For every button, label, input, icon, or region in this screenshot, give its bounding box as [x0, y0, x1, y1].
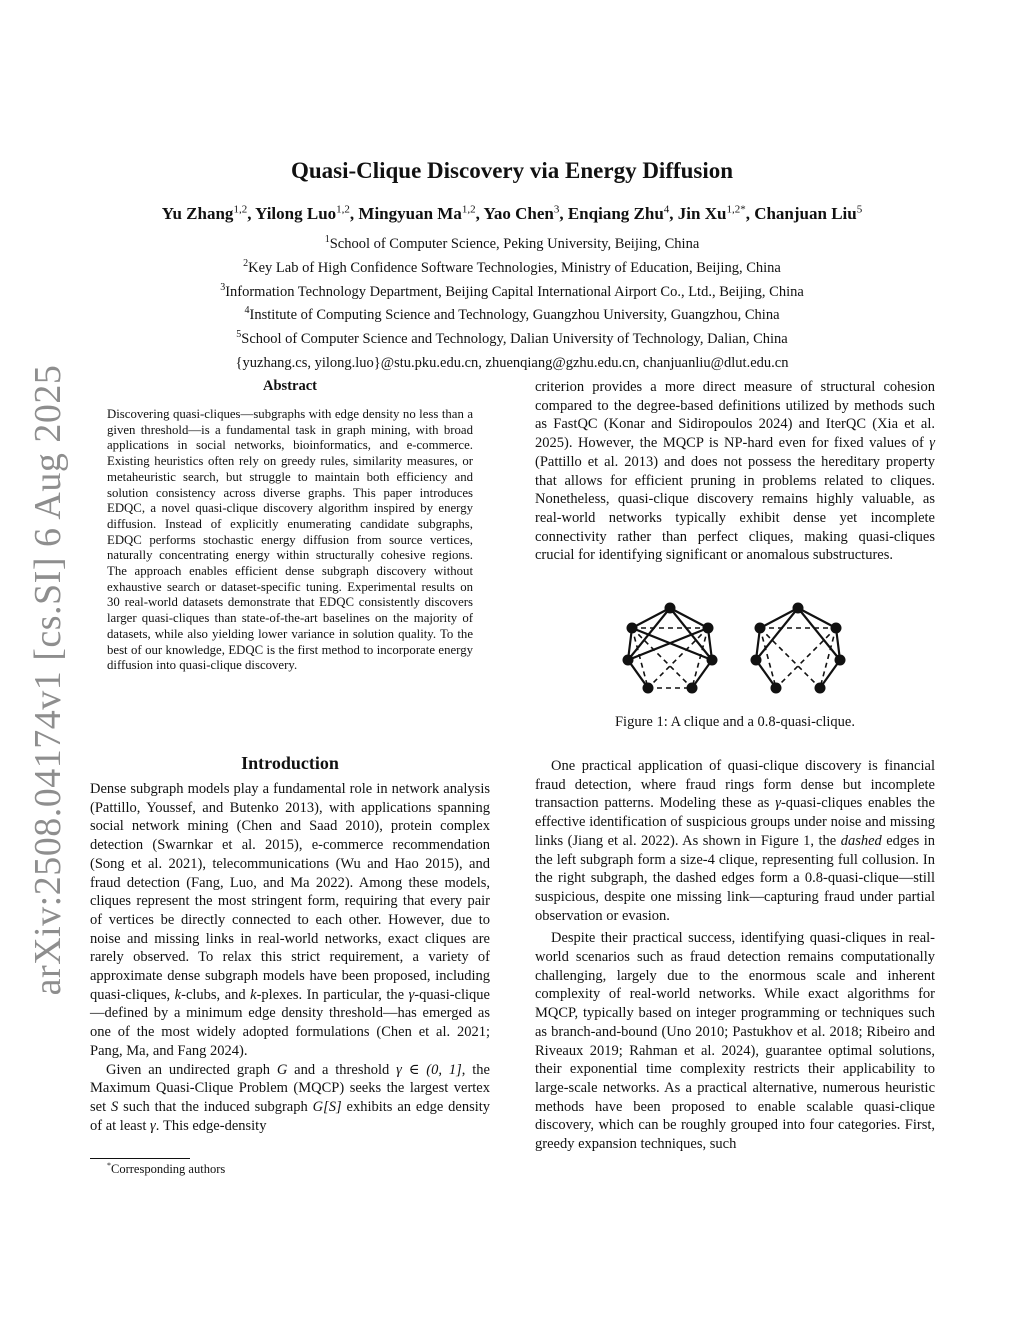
- author: Yu Zhang$^{1,2}$,: [161, 203, 256, 223]
- author-list: [60, 203, 964, 224]
- paper-title: Quasi-Clique Discovery via Energy Diffusion: [290, 158, 734, 183]
- arxiv-identifier: arXiv:2508.04174v1 [cs.SI] 6 Aug 2025: [27, 364, 69, 996]
- clique-graph: [628, 608, 712, 688]
- author: Yao Chen$^3$,: [483, 203, 568, 223]
- abstract-heading: Abstract: [263, 378, 317, 394]
- footnote-divider: [90, 1158, 190, 1159]
- abstract-text: Discovering quasi-cliques—subgraphs with edge density no less than a given threshold—is a fundamental task in graph mining, with broad applications in social networks, bioinformatics, and e-commerce. Existing heuristics often rely on greedy rules, similarity measures, or metaheuristic search, but struggle to maintain both efficiency and solution consistency across diverse graphs. This paper introduces EDQC, a novel quasi-clique discovery algorithm inspired by energy diffusion. Instead of explicitly enumerating candidate subgraphs, EDQC performs stochastic energy diffusion from source vertices, naturally concentrating energy within structurally cohesive regions. The approach enables efficient dense subgraph discovery without exhaustive search or dataset-specific tuning. Experimental results on 30 real-world datasets demonstrate that EDQC consistently discovers larger quasi-cliques than state-of-the-art baselines on the majority of datasets, while also yielding lower variance in solution quality. To the best of our knowledge, EDQC is the first method to incorporate energy diffusion into quasi-clique discovery.: [107, 407, 473, 673]
- author-emails: {yuzhang.cs, yilong.luo}@stu.pku.edu.cn, zhuenqiang@gzhu.edu.cn, chanjuanliu@dlut.edu.cn: [235, 354, 789, 371]
- affiliation: $^1$School of Computer Science, Peking University, Beijing, China: [324, 234, 700, 252]
- affiliation: $^4$Institute of Computing Science and Technology, Guangzhou University, Guangzhou, China: [244, 305, 780, 324]
- quasi-clique-graph: [751, 603, 846, 694]
- figure-1-graphs: [620, 600, 940, 705]
- affiliation: $^2$Key Lab of High Confidence Software Technologies, Ministry of Education, Beijing, China: [243, 257, 781, 276]
- paragraph: Despite their practical success, identifying quasi-cliques in real-world scenarios such as fraud detection remains computationally challenging, largely due to the enormous scale and inherent complexity of real-world networks. While exact algorithms for MQCP, typically based on integer programming or techniques such as branch-and-bound (Uno 2010; Pastukhov et al. 2018; Ribeiro and Riveaux 2019; Rahman et al. 2024), guarantee optimal solutions, their exponential time complexity restricts their applicability to large-scale networks. As a practical alternative, numerous heuristic methods have been proposed to enable scalable quasi-clique discovery, which can be roughly grouped into four categories. First, greedy expansion techniques, such: [535, 930, 935, 1153]
- affiliation: $^3$Information Technology Department, Beijing Capital International Airport Co., Ltd., Beijing, China: [220, 281, 804, 300]
- figure-1-caption: Figure 1: A clique and a 0.8-quasi-clique.: [614, 714, 855, 730]
- affiliation: $^5$School of Computer Science and Technology, Dalian University of Technology, Dalian, China: [236, 329, 788, 348]
- author: Enqiang Zhu$^4$,: [567, 203, 678, 223]
- introduction-heading: Introduction: [241, 753, 339, 773]
- left-column-body: [90, 780, 490, 1135]
- paragraph: Dense subgraph models play a fundamental role in network analysis (Pattillo, Youssef, and Butenko 2013), with applications spanning social network mining (Chen and Saad 2010), protein complex detection (Swarnkar et al. 2015), e-commerce recommendation (Song et al. 2021), telecommunications (Wu and Hao 2015), and fraud detection (Fang, Luo, and Ma 2022). Among these models, cliques represent the most stringent form, requiring that every pair of vertices be directly connected to each other. However, due to noise and missing links in real-world networks, exact cliques are rarely observed. To relax this strict requirement, a variety of approximate dense subgraph models have been proposed, including quasi-cliques, k-clubs, and k-plexes. In particular, the γ-quasi-clique—defined by a minimum edge density threshold—has emerged as one of the most widely adopted formulations (Chen et al. 2021; Pang, Ma, and Fang 2024).: [90, 781, 490, 1059]
- author: Chanjuan Liu$^5$: [754, 203, 863, 223]
- footnote: *Corresponding authors: [107, 1161, 226, 1177]
- author: Mingyuan Ma$^{1,2}$,: [358, 203, 484, 223]
- right-column-top: [535, 378, 935, 565]
- paragraph: One practical application of quasi-clique discovery is financial fraud detection, where fraud rings form dense but incomplete transaction patterns. Modeling these as γ-quasi-cliques enables the effective identification of suspicious groups under noise and missing links (Jiang et al. 2022). As shown in Figure 1, the dashed edges in the left subgraph form a size-4 clique, representing full collusion. In the right subgraph, the dashed edges form a 0.8-quasi-clique—still suspicious, despite one missing link—capturing fraud under partial observation or evasion.: [535, 758, 936, 924]
- author: Yilong Luo$^{1,2}$,: [255, 203, 359, 223]
- right-column-bottom: [535, 757, 935, 1154]
- paragraph: criterion provides a more direct measure of structural cohesion compared to the degree-based definitions utilized by methods such as FastQC (Konar and Sidiropoulos 2024) and IterQC (Xia et al. 2025). However, the MQCP is NP-hard even for fixed values of γ (Pattillo et al. 2013) and does not possess the hereditary property that allows for efficient pruning in problems related to cliques. Nonetheless, quasi-clique discovery remains highly valuable, as real-world networks typically exhibit dense yet incomplete connectivity rather than perfect cliques, making quasi-cliques crucial for identifying significant or anomalous substructures.: [535, 379, 935, 564]
- affiliation-list: [60, 230, 964, 373]
- paragraph: Given an undirected graph G and a threshold γ ∈ (0, 1], the Maximum Quasi-Clique Problem (MQCP) seeks the largest vertex set S such that the induced subgraph G[S] exhibits an edge density of at least γ. This edge-density: [90, 1061, 491, 1134]
- author: Jin $Xu^{1,2*}$,: [677, 203, 755, 223]
